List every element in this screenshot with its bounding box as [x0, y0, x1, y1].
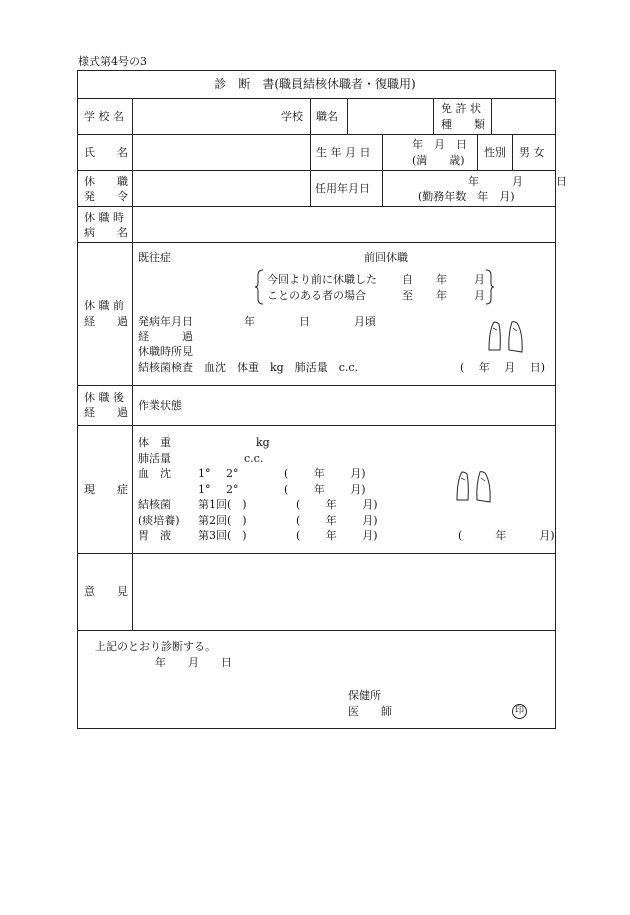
opinion-label: 意 見 — [84, 585, 128, 598]
sex-label: 性別 — [484, 146, 506, 159]
license-label: 免 許 状 — [441, 102, 481, 115]
vital-capacity-label: 肺活量 — [138, 452, 171, 465]
name-label: 氏 名 — [84, 146, 128, 159]
school-suffix: 学校 — [281, 110, 303, 123]
form-title: 診 断 書(職員結核休職者・復職用) — [214, 77, 416, 91]
sex-options: 男 女 — [519, 146, 545, 159]
previous-leave: 前回休職 — [364, 251, 408, 264]
esr-date-a: ( 年 月) — [284, 467, 366, 480]
left-bracket — [255, 269, 265, 305]
tb-label: 結核菌 — [138, 498, 171, 511]
vital-capacity-unit: c.c. — [244, 452, 264, 465]
test-2-date: ( 年 月) — [296, 514, 378, 527]
leave-label: 休 職 — [84, 175, 128, 188]
onset-ymd: 年 日 月頃 — [244, 315, 376, 328]
appointment-ymd: 年 月 日 — [468, 175, 567, 188]
form-number: 様式第4号の3 — [78, 55, 147, 68]
current-condition-label: 現 症 — [84, 483, 128, 496]
course-label: 経 過 — [138, 330, 193, 343]
weight-unit: kg — [256, 436, 270, 449]
sputum-label: (痰培養) — [138, 514, 180, 527]
test-2: 第2回( ) — [198, 514, 247, 527]
service-years: (勤務年数 年 月) — [418, 190, 515, 203]
job-title-label: 職名 — [316, 110, 338, 123]
esr-label: 血 沈 — [138, 467, 171, 480]
diagnosis-date: 年 月 日 — [155, 656, 232, 669]
age-field: (満 歳) — [412, 154, 465, 167]
prev-leave-note-1: 今回より前に休職した — [267, 273, 377, 286]
license-type-label: 種 類 — [441, 118, 485, 131]
esr-deg1-a: 1° — [198, 467, 211, 480]
gastric-label: 胃 液 — [138, 529, 171, 542]
tb-test-line: 結核菌検査 血沈 体重 kg 肺活量 c.c. — [138, 361, 359, 374]
weight-label: 体 重 — [138, 436, 171, 449]
seal-mark: 印 — [512, 704, 527, 719]
pre-leave-label: 休 職 前 — [84, 299, 124, 312]
test-3-date: ( 年 月) — [296, 529, 378, 542]
current-xray-date: ( 年 月) — [458, 529, 555, 542]
lung-diagram-current-icon — [454, 470, 494, 504]
to-year: 年 — [436, 289, 447, 302]
esr-date-b: ( 年 月) — [284, 483, 366, 496]
appointment-date-label: 任用年月日 — [315, 182, 370, 195]
prev-leave-note-2: ことのある者の場合 — [267, 289, 366, 302]
onset-date-label: 発病年月日 — [138, 315, 193, 328]
findings-label: 休職時所見 — [138, 345, 193, 358]
medical-history: 既往症 — [138, 251, 171, 264]
from-year: 年 — [436, 273, 447, 286]
test-3: 第3回( ) — [198, 529, 247, 542]
to-month: 月 — [474, 289, 485, 302]
right-bracket — [484, 269, 494, 305]
pre-leave-date: ( 年 月 日) — [460, 361, 546, 374]
test-1: 第1回( ) — [198, 498, 247, 511]
illness-at-leave-label: 休 職 時 — [84, 211, 124, 224]
order-label: 発 令 — [84, 190, 128, 203]
esr-deg2-a: 2° — [226, 467, 239, 480]
doctor-label: 医 師 — [348, 705, 392, 718]
from-label: 自 — [402, 273, 413, 286]
birth-ymd: 年 月 日 — [412, 138, 467, 151]
pre-leave-course-label: 経 過 — [84, 315, 128, 328]
post-leave-label: 休 職 後 — [84, 391, 124, 404]
birth-date-label: 生 年 月 日 — [316, 146, 371, 159]
post-leave-course-label: 経 過 — [84, 406, 128, 419]
work-status: 作業状態 — [138, 399, 182, 412]
from-month: 月 — [474, 273, 485, 286]
school-name-label: 学 校 名 — [84, 110, 124, 123]
esr-deg2-b: 2° — [226, 483, 239, 496]
to-label: 至 — [402, 289, 413, 302]
illness-name-label: 病 名 — [84, 226, 128, 239]
lung-diagram-icon — [486, 320, 526, 354]
diagnosis-statement: 上記のとおり診断する。 — [95, 640, 216, 653]
test-1-date: ( 年 月) — [296, 498, 378, 511]
health-center-label: 保健所 — [348, 689, 381, 702]
esr-deg1-b: 1° — [198, 483, 211, 496]
